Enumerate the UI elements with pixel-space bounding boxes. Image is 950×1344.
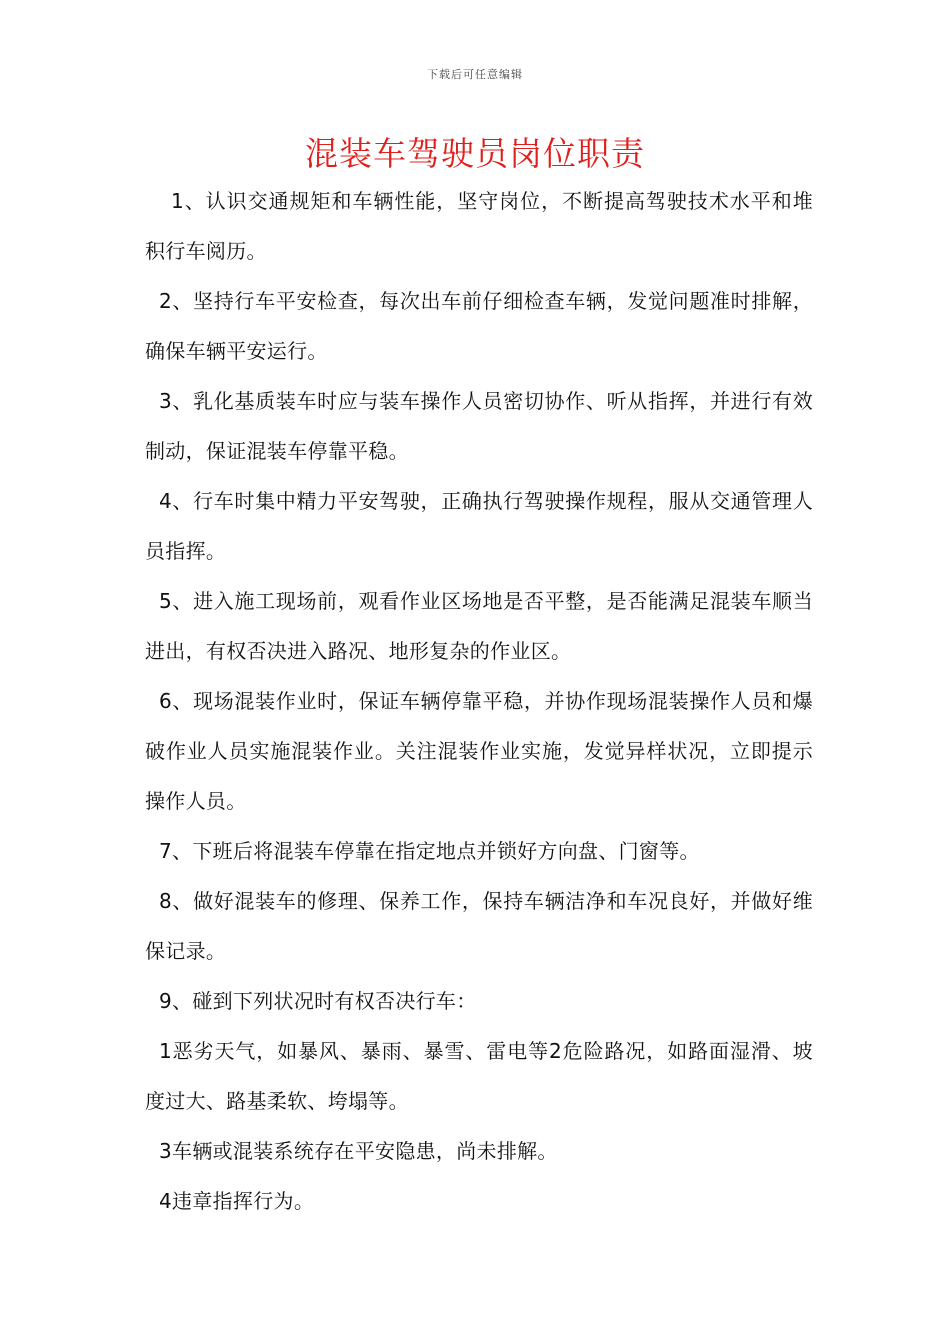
paragraph: 9、碰到下列状况时有权否决行车： <box>159 989 477 1013</box>
paragraph: 4违章指挥行为。 <box>159 1189 315 1213</box>
paragraph: 8、做好混装车的修理、保养工作，保持车辆洁净和车况良好，并做好维保记录。 <box>145 889 813 963</box>
paragraph: 3、乳化基质装车时应与装车操作人员密切协作、听从指挥，并进行有效制动，保证混装车停靠平稳。 <box>145 389 813 463</box>
paragraph: 1恶劣天气，如暴风、暴雨、暴雪、雷电等2危险路况，如路面湿滑、坡度过大、路基柔软、垮塌等。 <box>145 1039 813 1113</box>
paragraph: 7、下班后将混装车停靠在指定地点并锁好方向盘、门窗等。 <box>159 839 700 863</box>
document-body <box>145 176 813 1226</box>
paragraph: 6、现场混装作业时，保证车辆停靠平稳，并协作现场混装操作人员和爆破作业人员实施混装作业。关注混装作业实施，发觉异样状况，立即提示操作人员。 <box>145 689 813 813</box>
document-title: 混装车驾驶员岗位职责 <box>305 134 645 173</box>
paragraph: 5、进入施工现场前，观看作业区场地是否平整，是否能满足混装车顺当进出，有权否决进入路况、地形复杂的作业区。 <box>145 589 813 663</box>
paragraph: 3车辆或混装系统存在平安隐患，尚未排解。 <box>159 1139 558 1163</box>
paragraph: 1、认识交通规矩和车辆性能，坚守岗位，不断提高驾驶技术水平和堆积行车阅历。 <box>145 189 813 263</box>
paragraph: 4、行车时集中精力平安驾驶，正确执行驾驶操作规程，服从交通管理人员指挥。 <box>145 489 813 563</box>
header-note: 下载后可任意编辑 <box>427 68 523 81</box>
paragraph: 2、坚持行车平安检查，每次出车前仔细检查车辆，发觉问题准时排解，确保车辆平安运行。 <box>145 289 813 363</box>
